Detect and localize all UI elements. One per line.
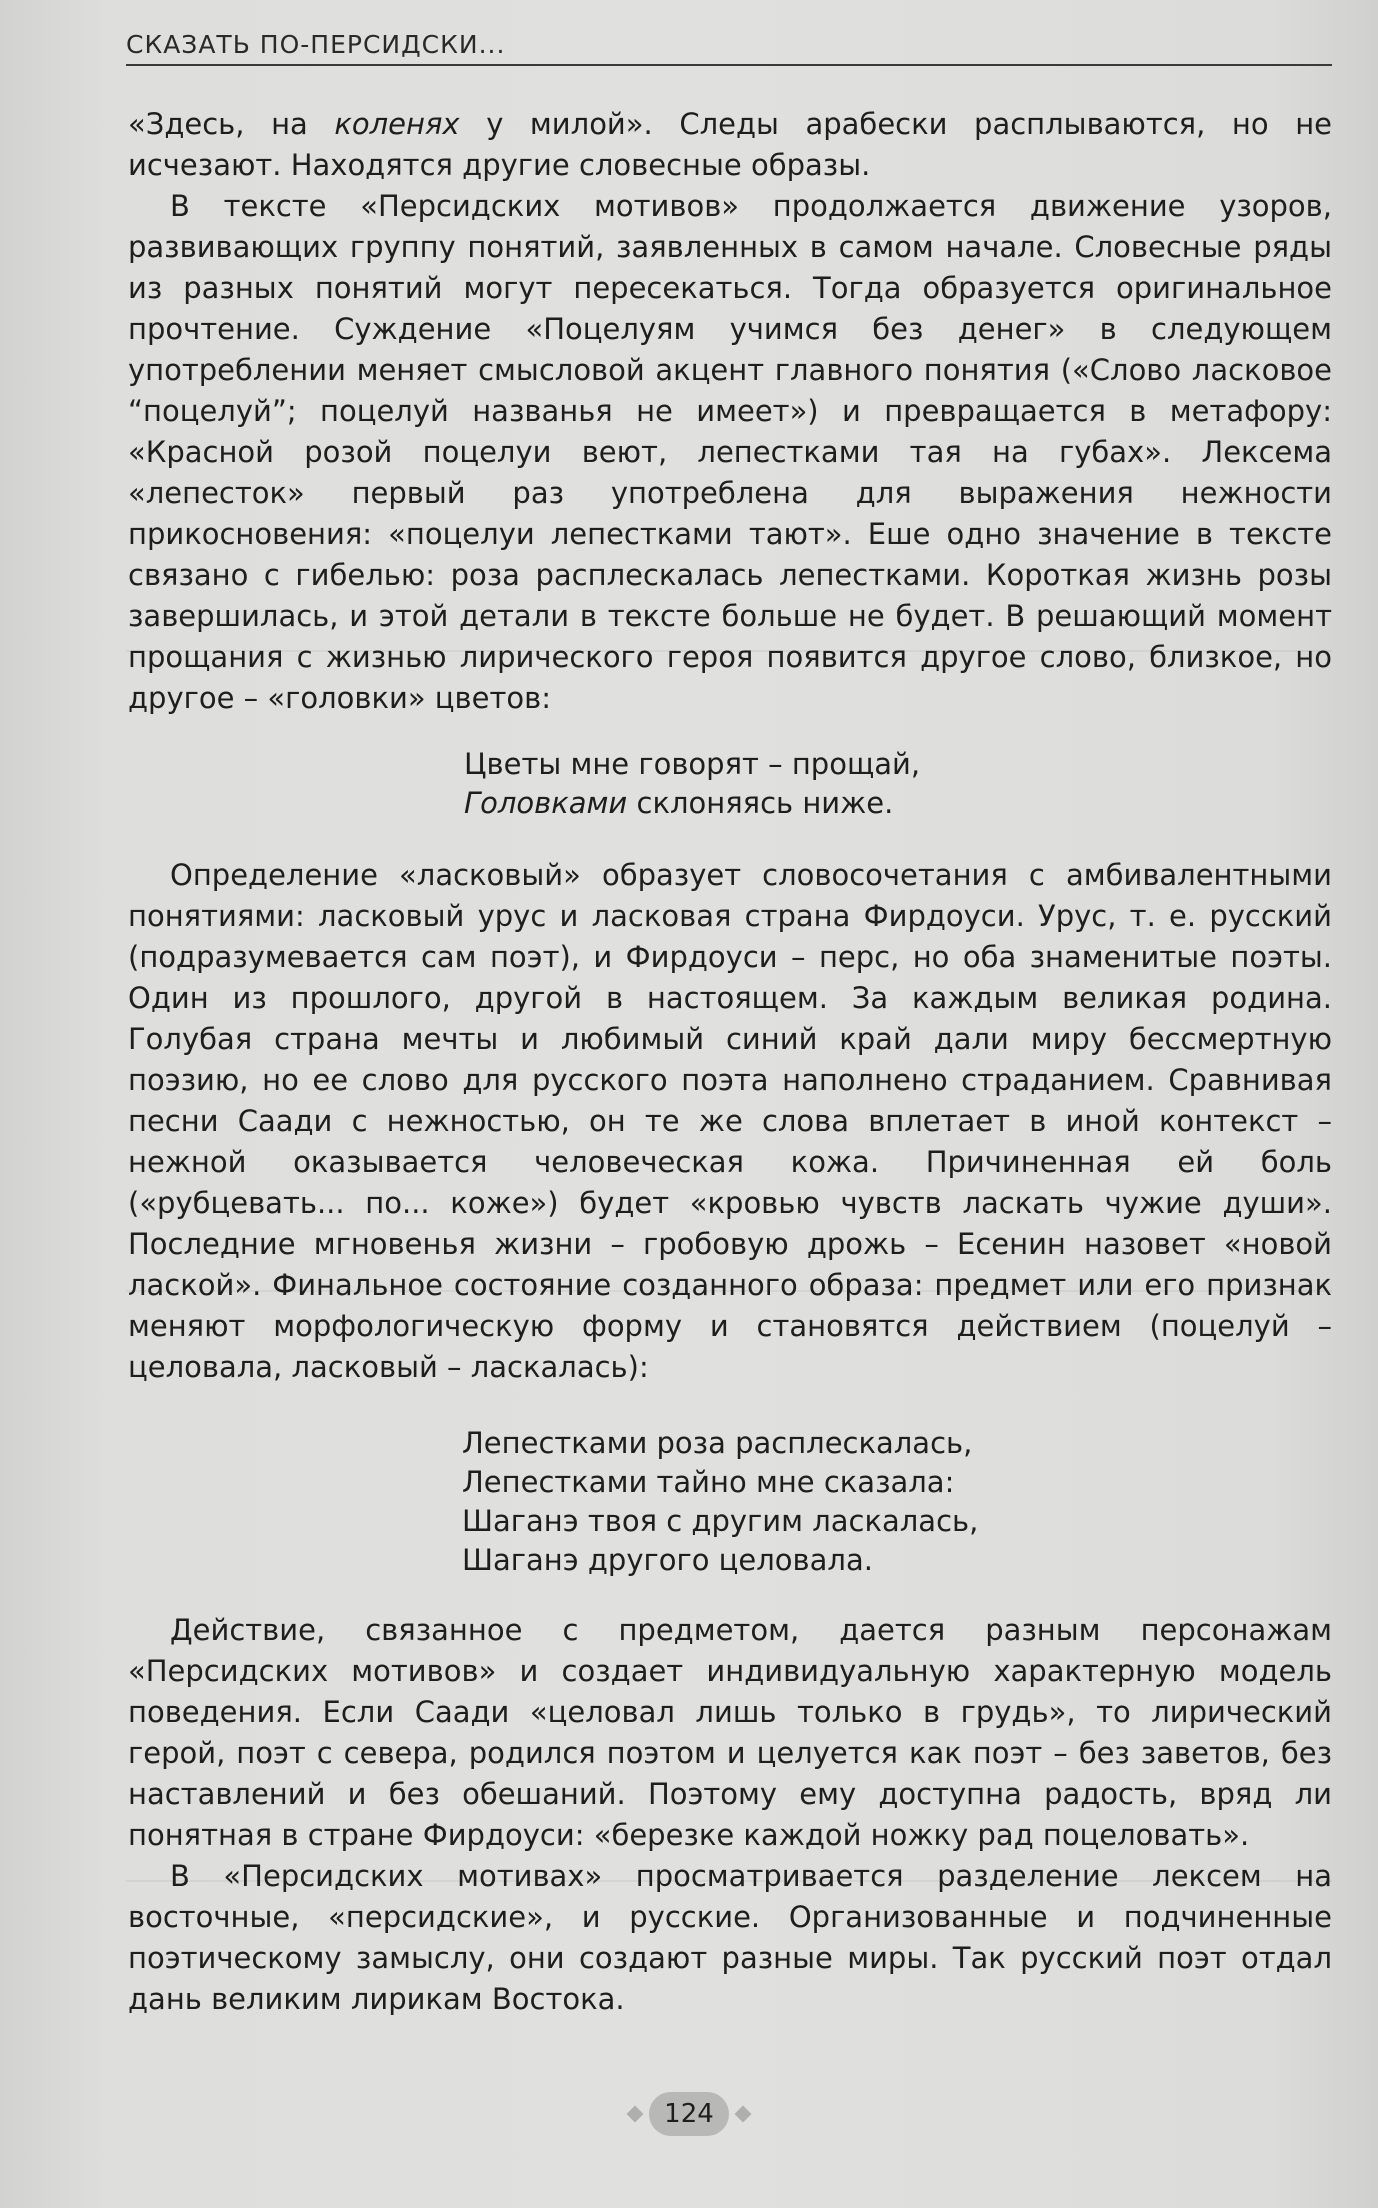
verse-line: Цветы мне говорят – прощай,	[464, 747, 921, 781]
paragraph-1	[128, 104, 1332, 186]
left-ornament-icon	[627, 2106, 644, 2123]
verse-italic-word: Головками	[464, 786, 628, 820]
header-rule	[126, 64, 1332, 66]
verse-quote-1	[128, 745, 1332, 823]
paragraph-3: Определение «ласковый» образует словосочетания с амбивалентными понятиями: ласковый урус и ласковая страна Фирдоуси. Урус, т. е. русский (подразумевается сам поэт), и Фирдоуси – перс, но оба знаменитые поэты. Один из прошлого, другой в настоящем. За каждым великая родина. Голубая страна мечты и любимый синий край дали миру бессмертную поэзию, но ее слово для русского поэта наполнено страданием. Сравнивая песни Саади с нежностью, он те же слова вплетает в иной контекст – нежной оказывается человеческая кожа. Причиненная ей боль («рубцевать... по... коже») будет «кровью чувств ласкать чужие души». Последние мгновенья жизни – гробовую дрожь – Есенин назовет «новой лаской». Финальное состояние созданного образа: предмет или его признак меняют морфологическую форму и становятся действием (поцелуй – целовала, ласковый – ласкалась):	[128, 858, 1332, 1384]
body-text	[128, 104, 1332, 2020]
verse-line	[464, 784, 1332, 823]
paragraph-2: В тексте «Персидских мотивов» продолжается движение узоров, развивающих группу понятий, заявленных в самом начале. Словесные ряды из разных понятий могут пересекаться. Тогда образуется оригинальное прочтение. Суждение «Поцелуям учимся без денег» в следующем употреблении меняет смысловой акцент главного понятия («Слово ласковое “поцелуй”; поцелуй названья не имеет») и превращается в метафору: «Красной розой поцелуи веют, лепестками тая на губах». Лексема «лепесток» первый раз употреблена для выражения нежности прикосновения: «поцелуи лепестками тают». Еше одно значение в тексте связано с гибелью: роза расплескалась лепестками. Короткая жизнь розы завершилась, и этой детали в тексте больше не будет. В решающий момент прощания с жизнью лирического героя появится другое слово, близкое, но другое – «головки» цветов:	[128, 189, 1332, 715]
verse-line: Лепестками роза расплескалась,	[462, 1426, 973, 1460]
verse-line: Лепестками тайно мне сказала:	[462, 1465, 955, 1499]
paragraph-1-italic: коленях	[334, 107, 460, 141]
page-number: 124	[649, 2092, 729, 2136]
right-ornament-icon	[735, 2106, 752, 2123]
verse-line: Шаганэ другого целовала.	[462, 1543, 873, 1577]
running-head: СКАЗАТЬ ПО-ПЕРСИДСКИ...	[126, 30, 506, 59]
paragraph-1-start: «Здесь, на	[128, 107, 335, 141]
verse-quote-2	[128, 1424, 1332, 1580]
paragraph-4: Действие, связанное с предметом, дается разным персонажам «Персидских мотивов» и создает индивидуальную характерную модель поведения. Если Саади «целовал лишь только в грудь», то лирический герой, поэт с севера, родился поэтом и целуется как поэт – без заветов, без наставлений и без обешаний. Поэтому ему доступна радость, вряд ли понятная в стране Фирдоуси: «березке каждой ножку рад поцеловать».	[128, 1613, 1332, 1852]
page-number-ornament	[629, 2092, 749, 2136]
verse-line: Шаганэ твоя с другим ласкалась,	[462, 1504, 979, 1538]
paragraph-5: В «Персидских мотивах» просматривается разделение лексем на восточные, «персидские», и русские. Организованные и подчиненные поэтическому замыслу, они создают разные миры. Так русский поэт отдал дань великим лирикам Востока.	[128, 1859, 1332, 2016]
paragraph-1-end: у милой». Следы арабески расплываются, но не исчезают. Находятся другие словесные образы.	[128, 107, 1333, 182]
verse-line-rest: склоняясь ниже.	[627, 786, 894, 820]
